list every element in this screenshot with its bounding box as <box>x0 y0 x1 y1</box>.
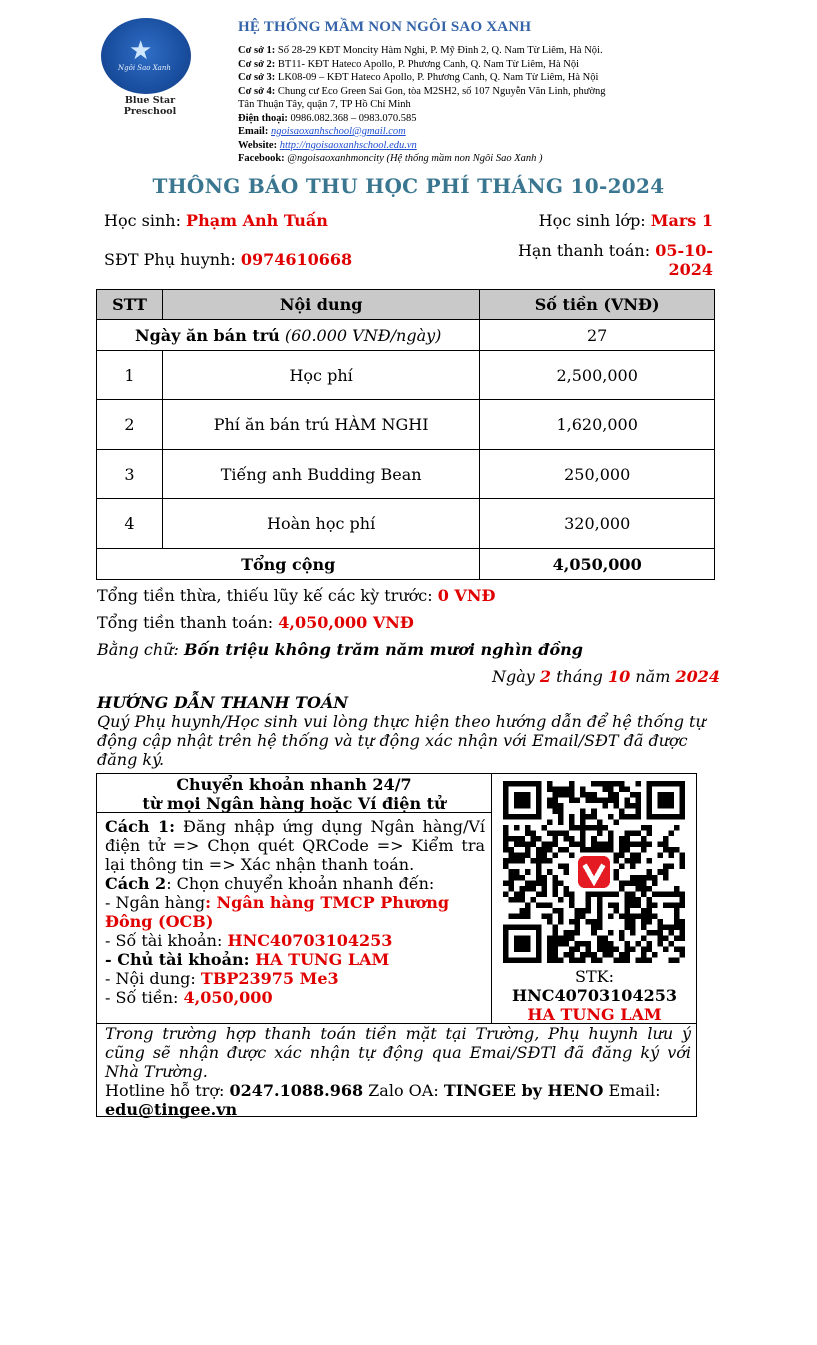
content-value: TBP23975 Me3 <box>200 969 339 988</box>
campus4-address: Chung cư Eco Green Sai Gon, tòa M2SH2, số 107 Nguyễn Văn Linh, phường <box>275 85 606 97</box>
hotline-row <box>105 1081 691 1100</box>
campus3-address: LK08-09 – KĐT Hateco Apollo, P. Phương Canh, Q. Nam Từ Liêm, Hà Nội <box>275 72 599 83</box>
student-name-label: Học sinh: <box>104 211 187 230</box>
col-content: Nội dung <box>162 290 479 320</box>
words-label: Bằng chữ: <box>97 640 184 659</box>
date-row <box>492 667 720 686</box>
row-content: Hoàn học phí <box>162 499 479 549</box>
phone-number: 0986.082.368 – 0983.070.585 <box>287 112 417 124</box>
student-name-row <box>104 211 328 230</box>
parent-phone-row <box>104 250 352 269</box>
page-title: THÔNG BÁO THU HỌC PHÍ THÁNG 10-2024 <box>152 174 665 198</box>
phone-label: Điện thoại: <box>238 112 288 124</box>
pay-value: 4,050,000 VNĐ <box>278 613 414 632</box>
content-row <box>105 969 485 988</box>
support-email: edu@tingee.vn <box>105 1100 238 1119</box>
row-amount: 320,000 <box>480 499 715 549</box>
stk-label: STK: <box>575 967 614 986</box>
table-row <box>97 400 715 450</box>
payment-steps <box>105 817 485 1007</box>
stk-value: HNC40703104253 <box>512 986 677 1005</box>
logo-script-text: Ngôi Sao Xanh <box>118 64 171 72</box>
row-stt: 1 <box>97 351 163 400</box>
due-date-part1: 05-10- <box>655 241 713 260</box>
table-row <box>97 351 715 400</box>
words-row <box>97 640 583 659</box>
row-amount: 1,620,000 <box>480 400 715 450</box>
stk-name: HA TUNG LAM <box>527 1005 662 1024</box>
step2-text: : Chọn chuyển khoản nhanh đến: <box>166 874 435 893</box>
meal-days-note: (60.000 VNĐ/ngày) <box>279 325 442 345</box>
table-row <box>97 499 715 549</box>
total-row <box>97 549 715 580</box>
step1 <box>105 817 485 874</box>
meal-days-value: 27 <box>480 320 715 351</box>
bank-row <box>105 893 485 931</box>
qr-code[interactable] <box>503 781 685 963</box>
carry-row <box>97 586 495 605</box>
footer-note <box>105 1024 691 1119</box>
support-email-label: Email: <box>603 1081 661 1100</box>
fee-table <box>96 289 715 580</box>
email-link[interactable]: ngoisaoxanhschool@gmail.com <box>270 126 406 137</box>
content-label: - Nội dung: <box>105 969 201 988</box>
bank-label: - Ngân hàng <box>105 893 206 912</box>
guide-heading: HƯỚNG DẪN THANH TOÁN <box>97 693 348 712</box>
total-label: Tổng cộng <box>97 549 480 580</box>
date-day: 2 <box>539 667 552 686</box>
row-content: Phí ăn bán trú HÀM NGHI <box>162 400 479 450</box>
parent-phone-label: SĐT Phụ huynh: <box>104 250 241 269</box>
col-stt: STT <box>97 290 163 320</box>
step1-text: Đăng nhập ứng dụng Ngân hàng/Ví điện tử => Chọn quét QRCode => Kiểm tra lại thông tin => Xác nhận thanh toán. <box>105 817 486 874</box>
words-value: Bốn triệu không trăm năm mươi nghìn đồng <box>183 640 583 659</box>
account-row <box>105 931 485 950</box>
total-value: 4,050,000 <box>480 549 715 580</box>
student-class-label: Học sinh lớp: <box>538 211 651 230</box>
campus2-address: BT11- KĐT Hateco Apollo, P. Phương Canh, Q. Nam Từ Liêm, Hà Nội <box>275 58 580 70</box>
row-amount: 250,000 <box>480 450 715 499</box>
zalo-label: Zalo OA: <box>363 1081 444 1100</box>
cash-note: Trong trường hợp thanh toán tiền mặt tại Trường, Phụ huynh lưu ý cũng sẽ nhận được xác nhận tự động qua Emai/SĐTl đã đăng ký với Nhà Trường. <box>105 1024 691 1081</box>
transfer-heading <box>97 775 491 813</box>
zalo-value: TINGEE by HENO <box>443 1081 604 1100</box>
campus3-label: Cơ sở 3: <box>238 72 276 83</box>
student-class-row <box>539 211 713 230</box>
table-row <box>97 450 715 499</box>
amount-value: 4,050,000 <box>183 988 273 1007</box>
date-sep1: tháng <box>551 667 609 686</box>
row-stt: 4 <box>97 499 163 549</box>
parent-phone: 0974610668 <box>240 250 353 269</box>
amount-row <box>105 988 485 1007</box>
hotline-value: 0247.1088.968 <box>229 1081 364 1100</box>
student-class: Mars 1 <box>650 211 713 230</box>
student-name: Phạm Anh Tuấn <box>186 211 328 230</box>
hotline-label: Hotline hỗ trợ: <box>105 1081 230 1100</box>
date-sep2: năm <box>630 667 676 686</box>
row-amount: 2,500,000 <box>480 351 715 400</box>
holder-value: HA TUNG LAM <box>255 950 390 969</box>
campus1-label: Cơ sở 1: <box>238 45 276 56</box>
due-date-row <box>518 241 713 279</box>
contact-info <box>238 44 606 166</box>
system-name: HỆ THỐNG MẦM NON NGÔI SAO XANH <box>238 19 532 35</box>
step1-label: Cách 1: <box>105 817 176 836</box>
meal-days-label: Ngày ăn bán trú <box>134 325 280 345</box>
website-link[interactable]: http://ngoisaoxanhschool.edu.vn <box>279 139 417 151</box>
row-stt: 2 <box>97 400 163 450</box>
website-label: Website: <box>238 139 278 151</box>
campus2-label: Cơ sở 2: <box>238 58 276 70</box>
account-label: - Số tài khoản: <box>105 931 228 950</box>
logo-name: Blue Star Preschool <box>123 95 177 117</box>
due-date-part2: 2024 <box>668 260 713 279</box>
carry-value: 0 VNĐ <box>437 586 496 605</box>
campus4-address-cont: Tân Thuận Tây, quận 7, TP Hồ Chí Minh <box>238 99 411 110</box>
date-month: 10 <box>608 667 631 686</box>
pay-row <box>97 613 414 632</box>
guide-intro: Quý Phụ huynh/Học sinh vui lòng thực hiện theo hướng dẫn để hệ thống tự động cập nhật trên hệ thống và tự động xác nhận với Email/SĐT đã được đăng ký. <box>97 712 706 769</box>
star-icon: ★ <box>129 36 153 66</box>
bank-value: : Ngân hàng TMCP Phương Đông (OCB) <box>105 893 450 931</box>
account-value: HNC40703104253 <box>227 931 393 950</box>
transfer-heading-line2: từ mọi Ngân hàng hoặc Ví điện tử <box>142 794 446 813</box>
holder-row <box>105 950 485 969</box>
step2-label: Cách 2 <box>105 874 167 893</box>
stk-info <box>492 967 697 1024</box>
step2 <box>105 874 485 893</box>
meal-days-row <box>97 320 715 351</box>
transfer-heading-line1: Chuyển khoản nhanh 24/7 <box>176 775 412 794</box>
row-content: Học phí <box>162 351 479 400</box>
campus4-label: Cơ sở 4: <box>238 85 276 97</box>
row-content: Tiếng anh Budding Bean <box>162 450 479 499</box>
row-stt: 3 <box>97 450 163 499</box>
facebook-label: Facebook: <box>238 153 285 164</box>
carry-label: Tổng tiền thừa, thiếu lũy kế các kỳ trước: <box>97 586 438 605</box>
email-label: Email: <box>238 126 269 137</box>
pay-label: Tổng tiền thanh toán: <box>97 613 279 632</box>
due-date-label: Hạn thanh toán: <box>517 241 656 260</box>
facebook-handle: @ngoisaoxanhmoncity (Hệ thống mầm non Ngôi Sao Xanh ) <box>284 153 543 164</box>
col-amount: Số tiền (VNĐ) <box>480 290 715 320</box>
campus1-address: Số 28-29 KĐT Moncity Hàm Nghi, P. Mỹ Đình 2, Q. Nam Từ Liêm, Hà Nội. <box>275 45 603 56</box>
date-year: 2024 <box>675 667 720 686</box>
meal-days-cell <box>97 320 480 351</box>
holder-label: - Chủ tài khoản: <box>105 950 256 969</box>
date-prefix: Ngày <box>491 667 540 686</box>
amount-label: - Số tiền: <box>105 988 184 1007</box>
